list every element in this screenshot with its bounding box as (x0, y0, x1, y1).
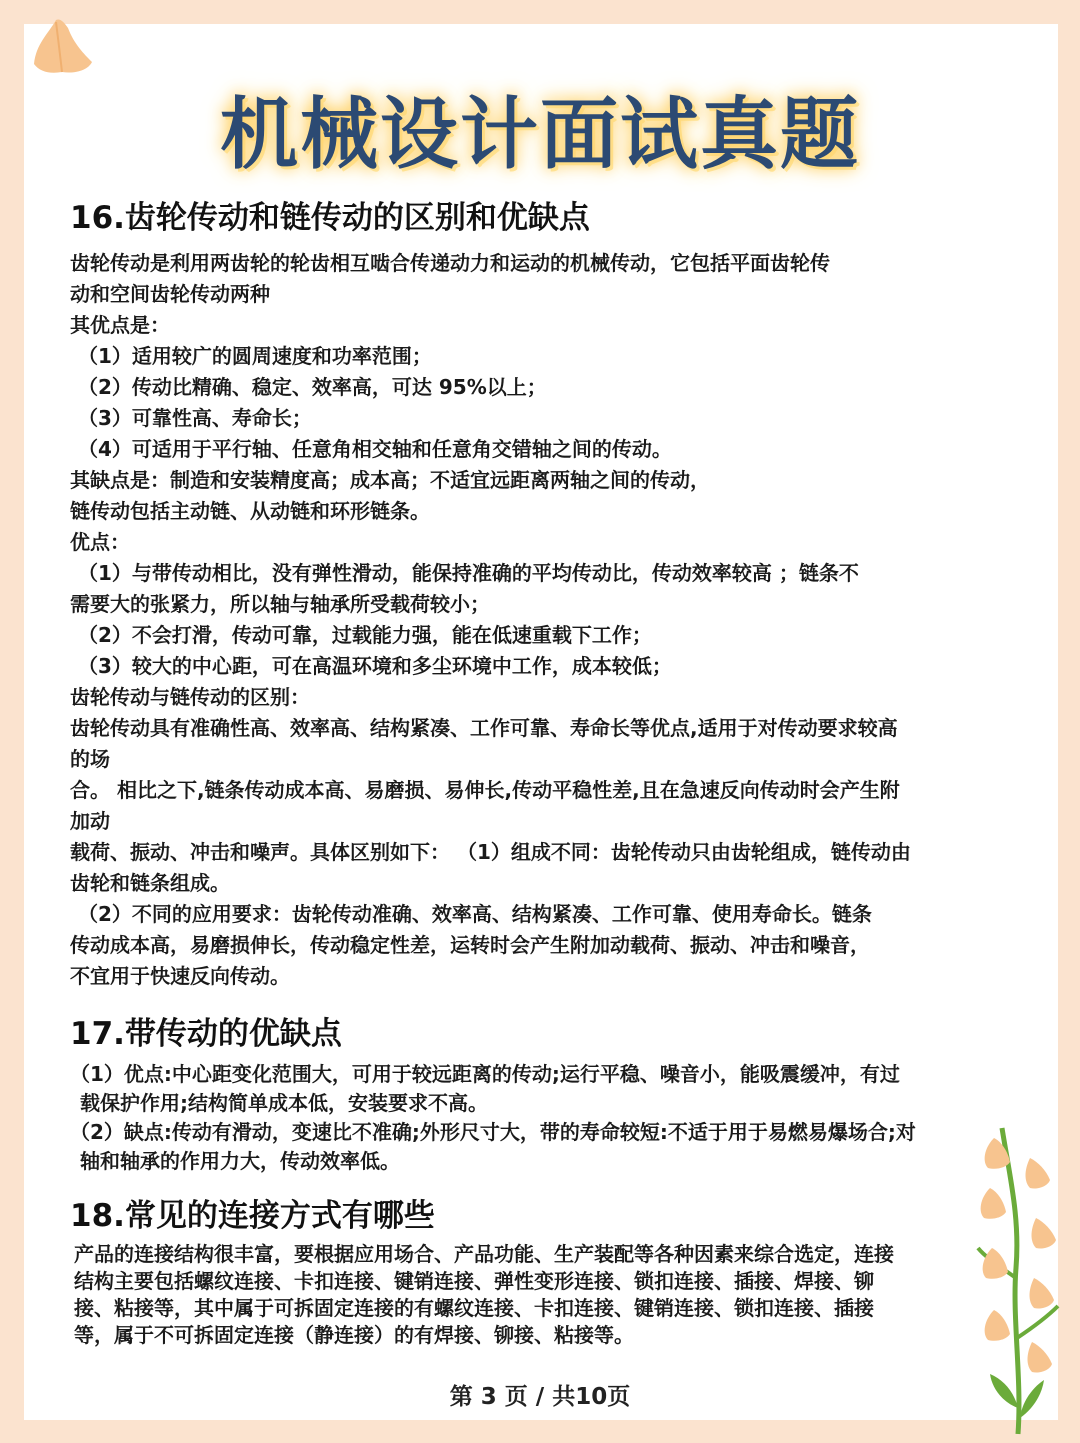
text-line: 产品的连接结构很丰富，要根据应用场合、产品功能、生产装配等各种因素来综合选定，连接 (74, 1242, 894, 1266)
text-line: 链传动包括主动链、从动链和环形链条。 (70, 499, 430, 523)
page-number: 第 3 页 / 共10页 (449, 1384, 631, 1410)
text-line: 接、粘接等，其中属于可拆固定连接的有螺纹连接、卡扣连接、键销连接、锁扣连接、插接 (74, 1296, 874, 1320)
text-line: 轴和轴承的作用力大，传动效率低。 (80, 1149, 400, 1173)
section-18-heading: 18.常见的连接方式有哪些 (70, 1198, 435, 1234)
text-line: 齿轮传动具有准确性高、效率高、结构紧凑、工作可靠、寿命长等优点,适用于对传动要求较高 (70, 716, 898, 740)
text-line: （2）缺点:传动有滑动，变速比不准确;外形尺寸大，带的寿命较短:不适于用于易燃易爆场合;对 (70, 1120, 916, 1144)
text-line: 不宜用于快速反向传动。 (70, 964, 290, 988)
text-line: （1）与带传动相比，没有弹性滑动，能保持准确的平均传动比，传动效率较高 ；链条不 (78, 561, 859, 585)
text-line: （2）不同的应用要求：齿轮传动准确、效率高、结构紧凑、工作可靠、使用寿命长。链条 (78, 902, 872, 926)
text-line: 其缺点是：制造和安装精度高；成本高；不适宜远距离两轴之间的传动， (70, 468, 710, 492)
text-line: （1）适用较广的圆周速度和功率范围； (78, 344, 432, 368)
text-line: 齿轮传动是利用两齿轮的轮齿相互啮合传递动力和运动的机械传动，它包括平面齿轮传 (70, 251, 830, 275)
text-line: 需要大的张紧力，所以轴与轴承所受载荷较小； (70, 592, 490, 616)
section-17-heading: 17.带传动的优缺点 (70, 1016, 342, 1052)
text-line: 的场 (70, 747, 110, 771)
text-line: 齿轮传动与链传动的区别： (70, 685, 310, 709)
text-line: （3）较大的中心距，可在高温环境和多尘环境中工作，成本较低； (78, 654, 672, 678)
section-18-body (74, 1241, 1024, 1349)
text-line: 动和空间齿轮传动两种 (70, 282, 270, 306)
section-16-heading: 16.齿轮传动和链传动的区别和优缺点 (70, 200, 590, 236)
section-17-body (70, 1060, 1020, 1176)
text-line: （1）优点:中心距变化范围大，可用于较远距离的传动;运行平稳、噪音小，能吸震缓冲，有过 (70, 1062, 900, 1086)
text-line: 其优点是： (70, 313, 170, 337)
text-line: 载荷、振动、冲击和噪声。具体区别如下： （1）组成不同：齿轮传动只由齿轮组成，链传动由 (70, 840, 911, 864)
text-line: 齿轮和链条组成。 (70, 871, 230, 895)
text-line: 加动 (70, 809, 110, 833)
page-title: 机械设计面试真题 (219, 90, 860, 180)
text-line: 合。 相比之下,链条传动成本高、易磨损、易伸长,传动平稳性差,且在急速反向传动时会产生附 (70, 778, 900, 802)
text-line: （3）可靠性高、寿命长； (78, 406, 312, 430)
text-line: 结构主要包括螺纹连接、卡扣连接、键销连接、弹性变形连接、锁扣连接、插接、焊接、铆 (74, 1269, 874, 1293)
text-line: 优点： (70, 530, 130, 554)
text-line: 等，属于不可拆固定连接（静连接）的有焊接、铆接、粘接等。 (74, 1323, 634, 1347)
section-16-body (70, 248, 1020, 992)
text-line: （2）不会打滑，传动可靠，过载能力强，能在低速重载下工作； (78, 623, 652, 647)
text-line: 载保护作用;结构简单成本低，安装要求不高。 (80, 1091, 488, 1115)
text-line: 传动成本高，易磨损伸长，传动稳定性差，运转时会产生附加动载荷、振动、冲击和噪音， (70, 933, 870, 957)
text-line: （2）传动比精确、稳定、效率高，可达 95%以上； (78, 375, 547, 399)
text-line: （4）可适用于平行轴、任意角相交轴和任意角交错轴之间的传动。 (78, 437, 672, 461)
